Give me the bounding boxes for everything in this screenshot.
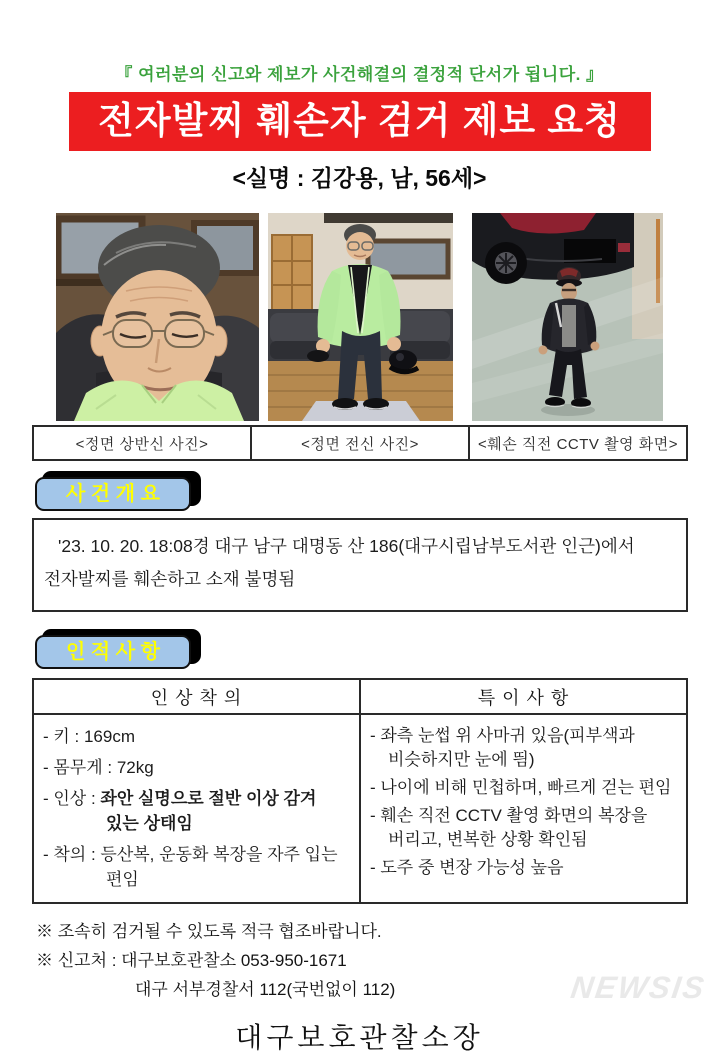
issuer-signature: 대구보호관찰소장 (235, 1022, 484, 1053)
photo-caption-cctv: <훼손 직전 CCTV 촬영 화면> (469, 426, 687, 460)
case-overview-text: '23. 10. 20. 18:08경 대구 남구 대명동 산 186(대구시립남부도서관 인근)에서 전자발찌를 훼손하고 소재 불명됨 (44, 536, 635, 589)
list-item: - 인상 : 좌안 실명으로 절반 이상 감겨 있는 상태임 (43, 789, 317, 833)
photo-caption-upper-body: <정면 상반신 사진> (33, 426, 251, 460)
section-heading-personal-info (35, 629, 205, 671)
list-item: - 좌측 눈썹 위 사마귀 있음(피부색과 비슷하지만 눈에 띔) (370, 726, 635, 769)
list-item: - 착의 : 등산복, 운동화 복장을 자주 입는 편임 (43, 845, 338, 889)
photo-caption-full-body: <정면 전신 사진> (251, 426, 469, 460)
personal-info-header-row (33, 679, 687, 714)
photo-front-upper-body (56, 213, 259, 421)
section-heading-personal-info-label: 인 적 사 항 (35, 635, 191, 669)
title-banner-text: 전자발찌 훼손자 검거 제보 요청 (98, 100, 621, 141)
list-item: - 몸무게 : 72kg (43, 758, 154, 777)
photo-front-full-body (268, 213, 453, 421)
section-heading-case-overview (35, 471, 205, 513)
newsis-watermark: NEWSIS (568, 970, 708, 1005)
list-item: - 나이에 비해 민첩하며, 빠르게 걷는 편임 (370, 778, 672, 797)
note-cooperation: ※ 조속히 검거될 수 있도록 적극 협조바랍니다. (36, 922, 382, 941)
list-item: - 키 : 169cm (43, 727, 136, 746)
note-police-contact: 대구 서부경찰서 112(국번없이 112) (135, 980, 396, 999)
column-header-distinctive: 특 이 사 항 (360, 679, 687, 714)
appearance-cell (33, 714, 360, 903)
section-heading-case-overview-label: 사 건 개 요 (35, 477, 191, 511)
subject-name-line: <실명 : 김강용, 남, 56세> (232, 165, 487, 191)
photo-cctv-frame (472, 213, 663, 421)
photo-row (56, 213, 696, 421)
list-item: - 도주 중 변장 가능성 높음 (370, 858, 564, 877)
title-banner (69, 92, 651, 151)
column-header-appearance: 인 상 착 의 (33, 679, 360, 714)
case-overview-box (32, 518, 688, 612)
note-report-contact: ※ 신고처 : 대구보호관찰소 053-950-1671 (36, 951, 347, 970)
personal-info-body-row (33, 714, 687, 903)
quote-line: 『 여러분의 신고와 제보가 사건해결의 결정적 단서가 됩니다. 』 (115, 65, 604, 84)
photo-caption-table (32, 425, 688, 461)
list-item: - 훼손 직전 CCTV 촬영 화면의 복장을 버리고, 변복한 상황 확인됨 (370, 806, 648, 849)
distinctive-cell (360, 714, 687, 903)
personal-info-table (32, 678, 688, 904)
